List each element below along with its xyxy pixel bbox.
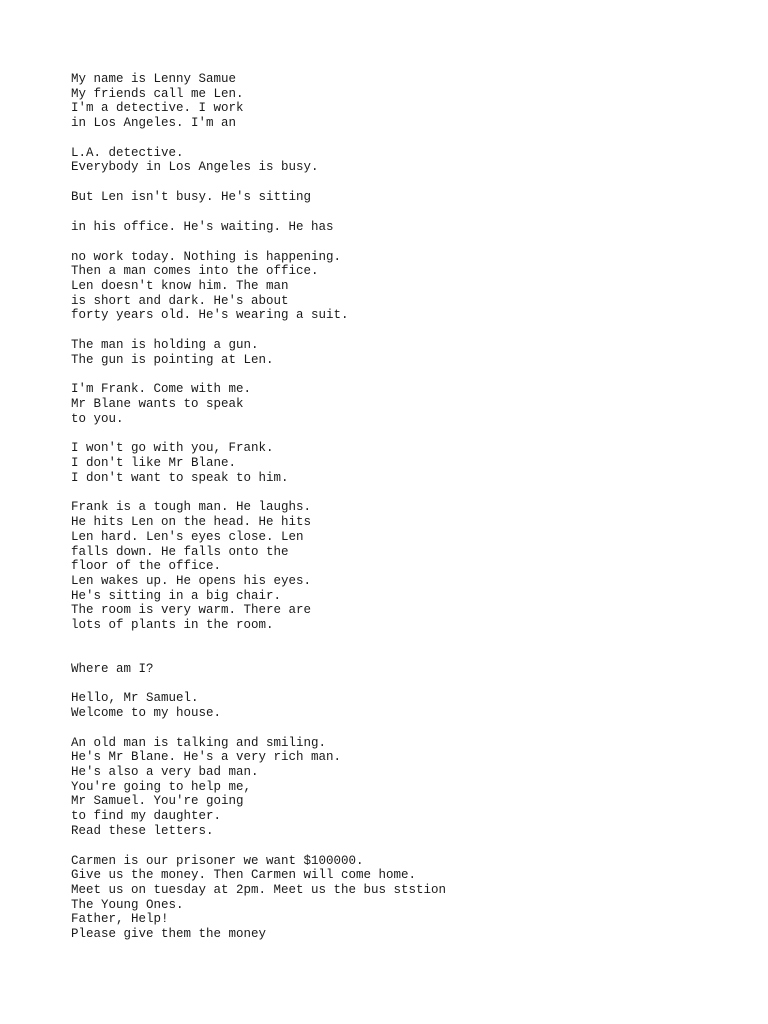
text-line: I don't want to speak to him.: [71, 470, 289, 485]
text-paragraph: [71, 736, 751, 839]
text-line: is short and dark. He's about: [71, 293, 289, 308]
text-line: I won't go with you, Frank.: [71, 441, 274, 456]
text-paragraph: [71, 854, 751, 942]
text-paragraph: [71, 250, 751, 323]
text-line: Hello, Mr Samuel.: [71, 691, 199, 706]
text-line: He hits Len on the head. He hits: [71, 515, 312, 530]
text-line: Meet us on tuesday at 2pm. Meet us the bus ststion: [71, 882, 447, 897]
text-line: Mr Samuel. You're going: [71, 794, 244, 809]
text-line: The man is holding a gun.: [71, 337, 259, 352]
text-line: Give us the money. Then Carmen will come home.: [71, 868, 417, 883]
text-line: An old man is talking and smiling.: [71, 735, 327, 750]
text-line: You're going to help me,: [71, 779, 252, 794]
text-paragraph: [71, 691, 751, 720]
text-paragraph: [71, 338, 751, 367]
text-line: The room is very warm. There are: [71, 603, 312, 618]
text-line: in Los Angeles. I'm an: [71, 116, 237, 131]
text-line: But Len isn't busy. He's sitting: [71, 190, 312, 205]
text-line: My name is Lenny Samue: [71, 72, 237, 86]
text-line: The gun is pointing at Len.: [71, 352, 274, 367]
text-line: Welcome to my house.: [71, 706, 222, 720]
text-line: floor of the office.: [71, 559, 222, 574]
text-line: Please give them the money: [71, 926, 267, 941]
text-line: He's also a very bad man.: [71, 765, 259, 780]
text-line: I'm a detective. I work: [71, 101, 244, 116]
text-paragraph: [71, 662, 751, 677]
text-paragraph: [71, 220, 751, 235]
text-line: My friends call me Len.: [71, 86, 244, 101]
text-line: Read these letters.: [71, 823, 214, 838]
text-paragraph: [71, 382, 751, 426]
text-line: Then a man comes into the office.: [71, 264, 319, 279]
text-paragraph: [71, 441, 751, 485]
text-line: L.A. detective.: [71, 145, 184, 160]
text-paragraph: [71, 72, 751, 131]
text-paragraph: [71, 500, 751, 632]
document-page: [71, 72, 751, 942]
text-line: I don't like Mr Blane.: [71, 456, 237, 471]
text-line: lots of plants in the room.: [71, 617, 274, 632]
text-line: forty years old. He's wearing a suit.: [71, 308, 349, 323]
text-line: no work today. Nothing is happening.: [71, 249, 342, 264]
text-paragraph: [71, 146, 751, 175]
text-line: Frank is a tough man. He laughs.: [71, 500, 312, 515]
text-line: Len hard. Len's eyes close. Len: [71, 529, 304, 544]
text-line: The Young Ones.: [71, 897, 184, 912]
text-line: He's sitting in a big chair.: [71, 588, 282, 603]
text-line: Where am I?: [71, 661, 154, 676]
text-line: He's Mr Blane. He's a very rich man.: [71, 750, 342, 765]
text-line: I'm Frank. Come with me.: [71, 382, 252, 397]
text-line: Carmen is our prisoner we want $100000.: [71, 853, 364, 868]
text-paragraph: [71, 190, 751, 205]
text-line: to you.: [71, 411, 124, 426]
text-line: to find my daughter.: [71, 809, 222, 824]
text-line: Mr Blane wants to speak: [71, 397, 244, 411]
text-line: falls down. He falls onto the: [71, 544, 289, 559]
text-line: Everybody in Los Angeles is busy.: [71, 160, 319, 175]
text-line: in his office. He's waiting. He has: [71, 219, 334, 234]
text-line: Father, Help!: [71, 912, 169, 927]
text-line: Len wakes up. He opens his eyes.: [71, 573, 312, 588]
text-line: Len doesn't know him. The man: [71, 278, 289, 293]
